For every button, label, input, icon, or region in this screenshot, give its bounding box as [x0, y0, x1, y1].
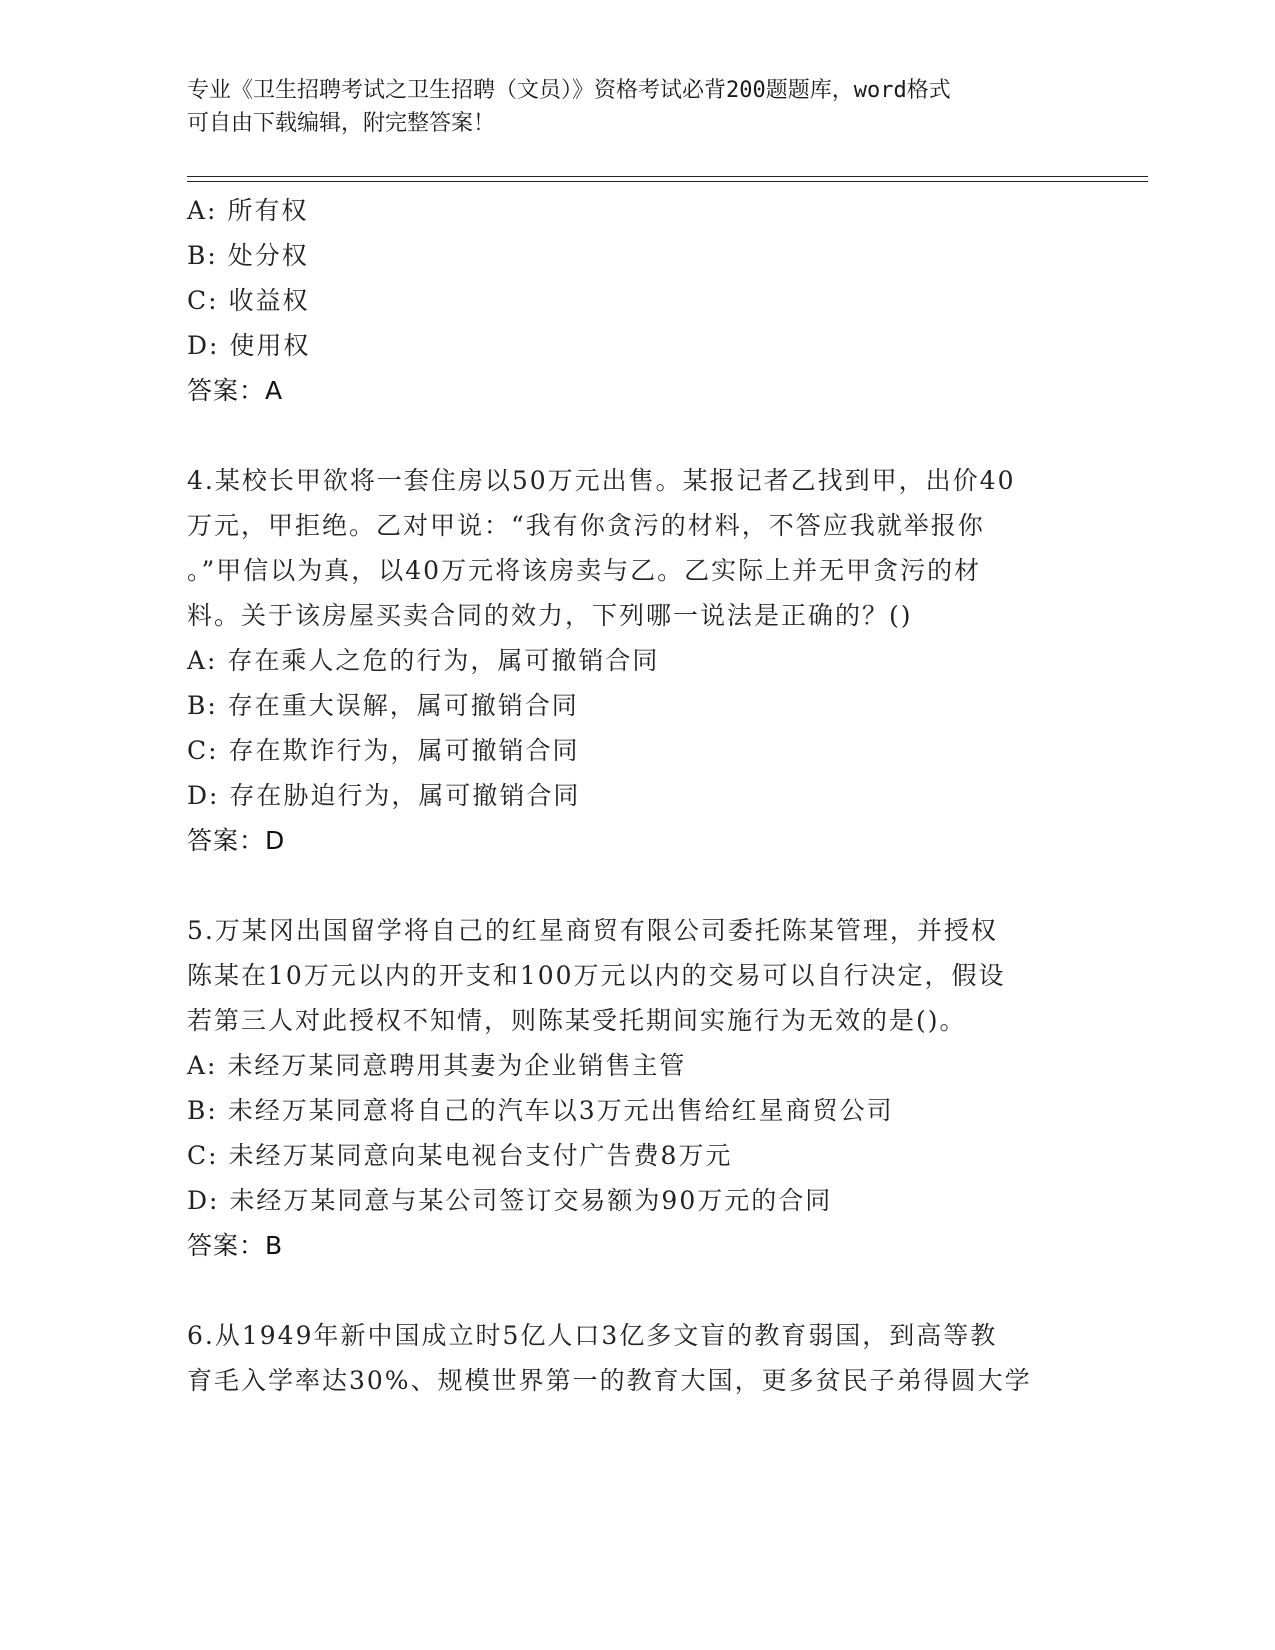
question-6	[187, 1313, 1087, 1403]
option-a: A: 存在乘人之危的行为，属可撤销合同	[187, 646, 660, 675]
option-d: D: 使用权	[187, 331, 311, 360]
question-list	[187, 188, 1087, 1403]
header-divider-bottom	[187, 181, 1148, 182]
option-b: B: 存在重大误解，属可撤销合同	[187, 691, 579, 720]
option-b: B: 处分权	[187, 241, 309, 270]
question-text-line: 陈某在10万元以内的开支和100万元以内的交易可以自行决定，假设	[187, 961, 1006, 990]
option-d: D: 未经万某同意与某公司签订交易额为90万元的合同	[187, 1186, 833, 1215]
answer-line: 答案：B	[187, 1231, 284, 1260]
header-line-1: 专业《卫生招聘考试之卫生招聘（文员）》资格考试必背200题题库，word格式	[187, 78, 951, 103]
question-text-line: 。”甲信以为真，以40万元将该房卖与乙。乙实际上并无甲贪污的材	[187, 556, 982, 585]
option-d: D: 存在胁迫行为，属可撤销合同	[187, 781, 581, 810]
option-b: B: 未经万某同意将自己的汽车以3万元出售给红星商贸公司	[187, 1096, 894, 1125]
question-text-line: 5.万某冈出国留学将自己的红星商贸有限公司委托陈某管理，并授权	[187, 916, 998, 945]
option-a: A: 所有权	[187, 196, 309, 225]
question-text-line: 万元，甲拒绝。乙对甲说：“我有你贪污的材料，不答应我就举报你	[187, 511, 985, 540]
question-text-line: 若第三人对此授权不知情，则陈某受托期间实施行为无效的是()。	[187, 1006, 967, 1035]
document-header	[187, 74, 1067, 140]
header-divider-top	[187, 176, 1148, 177]
option-c: C: 收益权	[187, 286, 310, 315]
answer-line: 答案：D	[187, 826, 286, 855]
question-4	[187, 458, 1087, 863]
question-text-line: 6.从1949年新中国成立时5亿人口3亿多文盲的教育弱国，到高等教	[187, 1321, 998, 1350]
answer-line: 答案：A	[187, 376, 284, 405]
question-3	[187, 188, 1087, 413]
question-text-line: 4.某校长甲欲将一套住房以50万元出售。某报记者乙找到甲，出价40	[187, 466, 1016, 495]
question-text-line: 育毛入学率达30%、规模世界第一的教育大国，更多贫民子弟得圆大学	[187, 1366, 1032, 1395]
question-text-line: 料。关于该房屋买卖合同的效力，下列哪一说法是正确的？()	[187, 601, 913, 630]
option-c: C: 存在欺诈行为，属可撤销合同	[187, 736, 580, 765]
header-line-2: 可自由下载编辑，附完整答案！	[187, 111, 496, 136]
option-c: C: 未经万某同意向某电视台支付广告费8万元	[187, 1141, 733, 1170]
option-a: A: 未经万某同意聘用其妻为企业销售主管	[187, 1051, 687, 1080]
question-5	[187, 908, 1087, 1268]
